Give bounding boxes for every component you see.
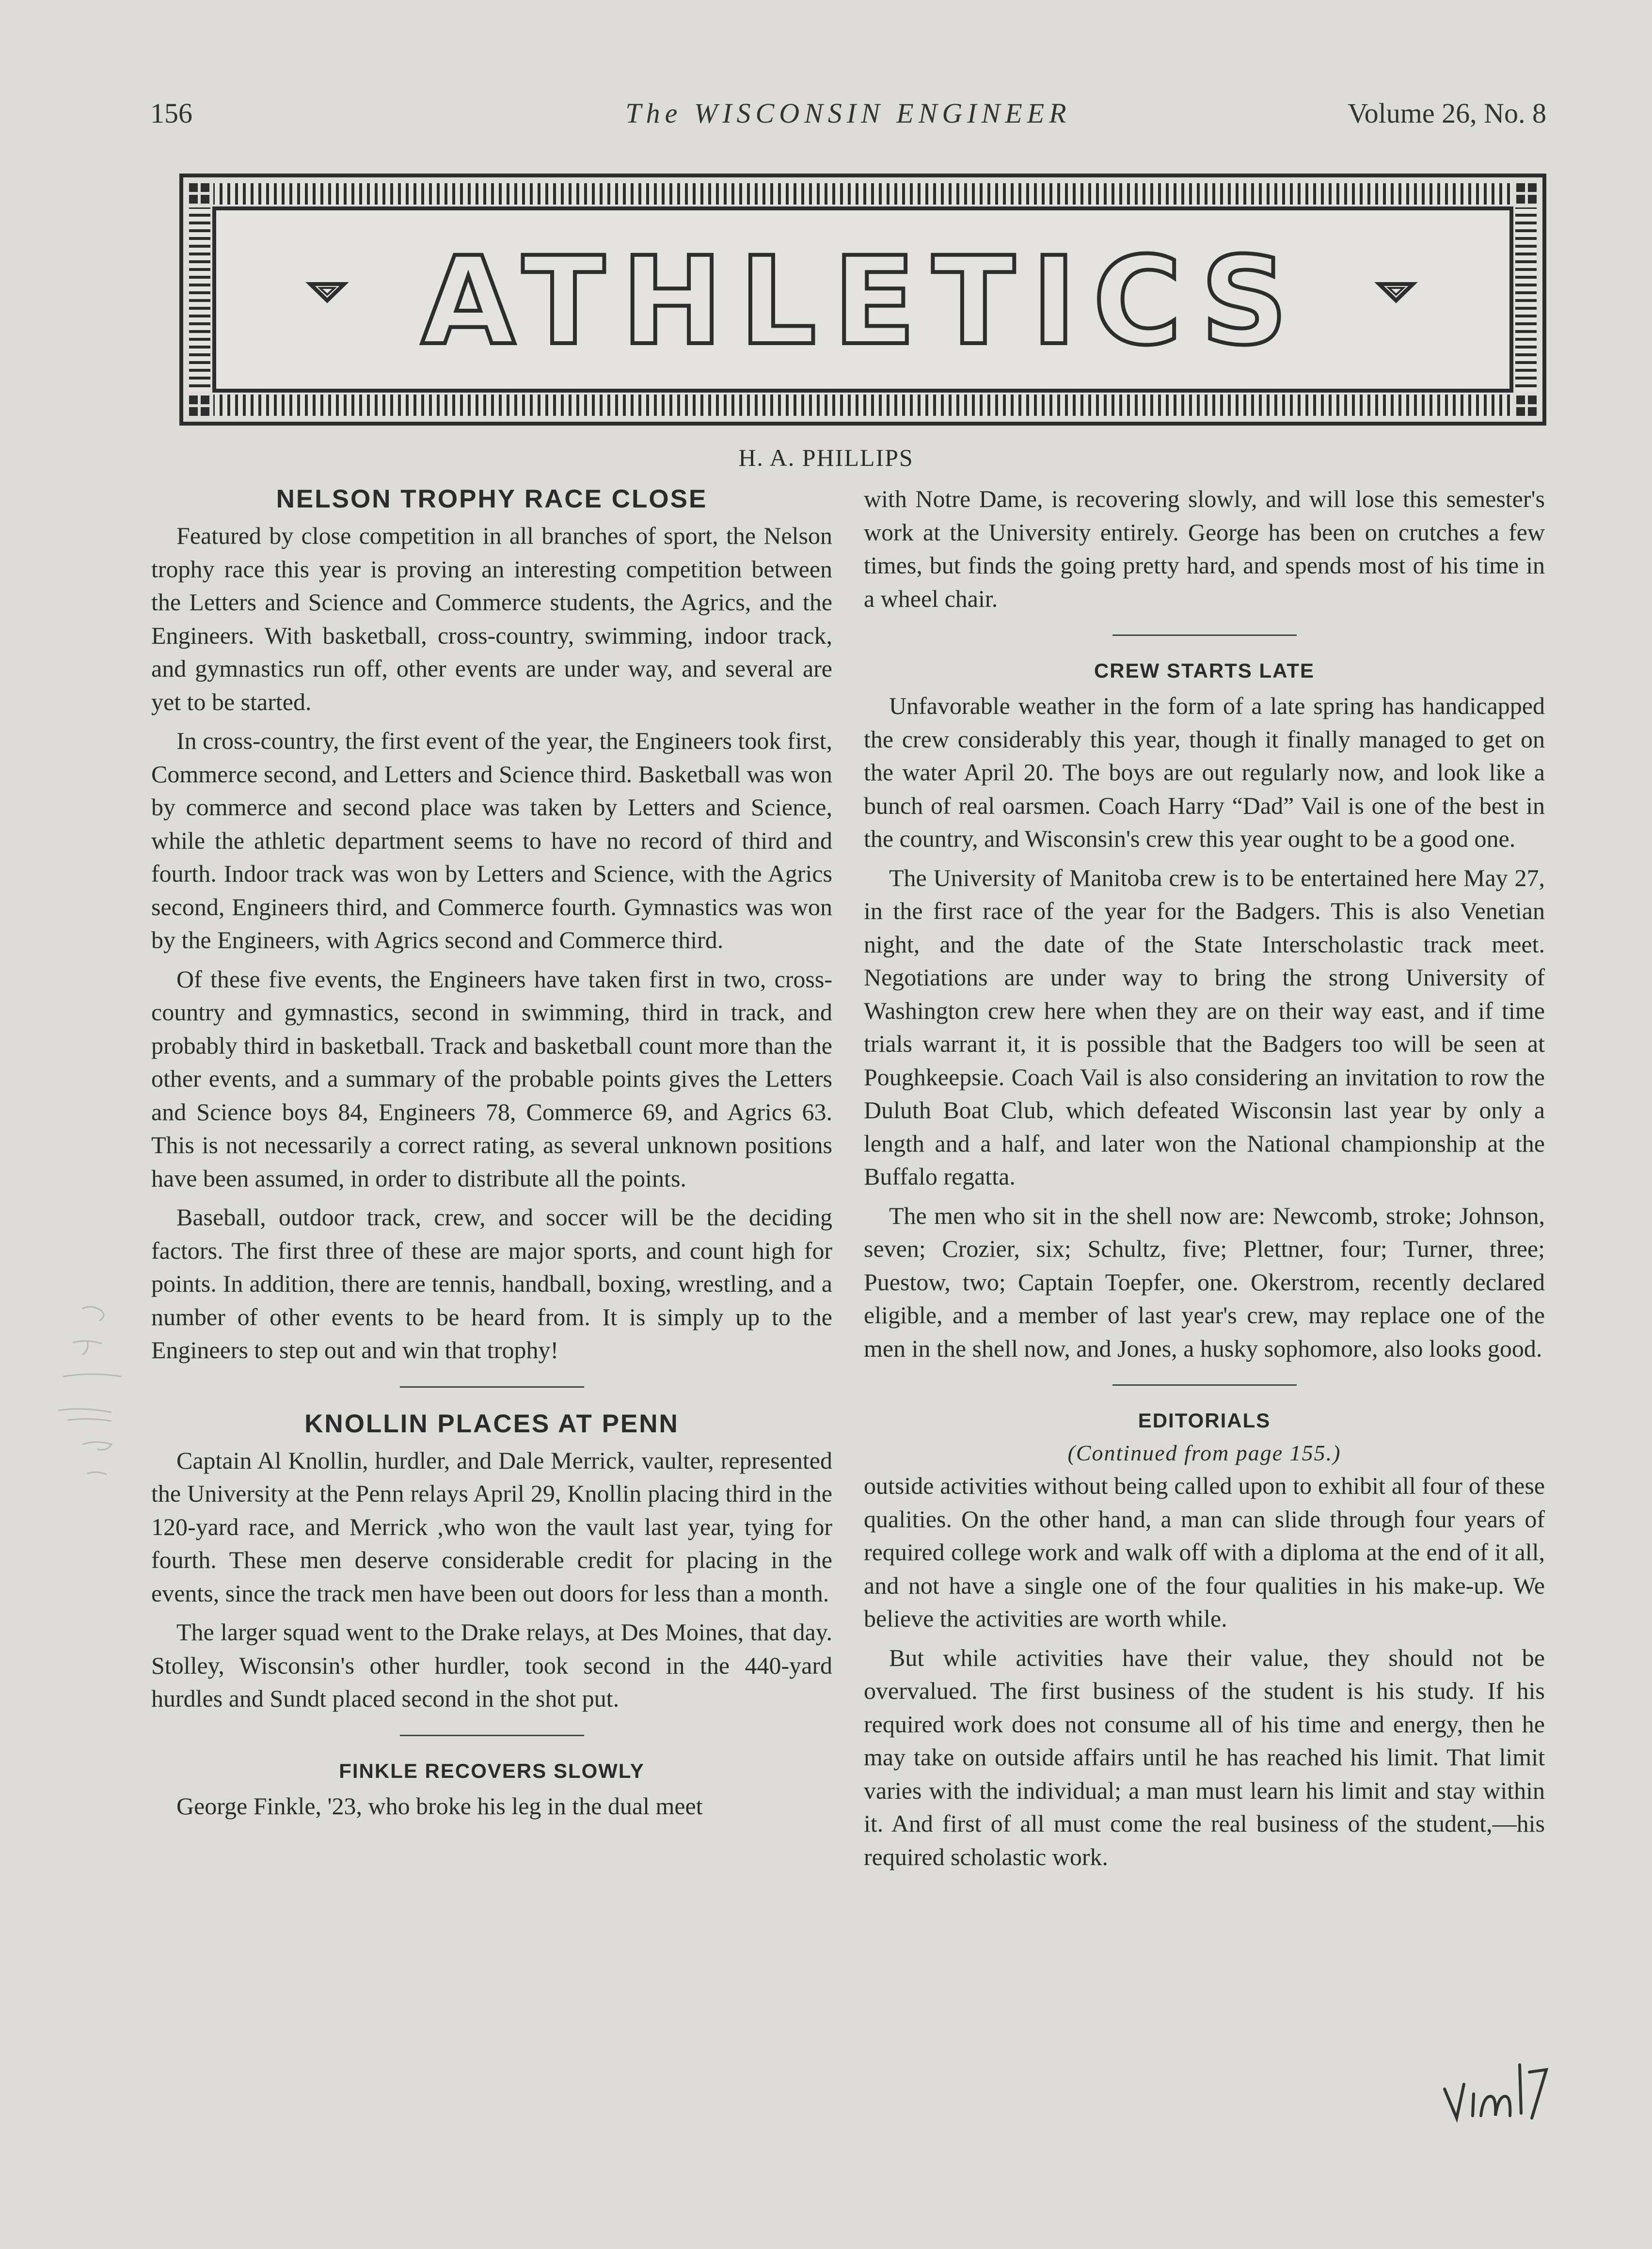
section-title: ATHLETICS (421, 231, 1304, 372)
paragraph: The University of Manitoba crew is to be entertained here May 27, in the first race of the year for the Badgers. This is also Venetian night, and the date of the State Interscholastic track meet. Negotiations are under way to bring the strong University of Washington crew here when they are on their way east, and if time trials warrant it, it is possible that the Badgers too will be seen at Poughkeepsie. Coach Vail is also considering an invitation to row the Duluth Boat Club, which defeated Wisconsin last year by only a length and a half, and later won the National championship at the Buffalo regatta. (864, 864, 1545, 1190)
article-title: EDITORIALS (1138, 1409, 1271, 1432)
handwritten-signature (1435, 2055, 1551, 2133)
paragraph: George Finkle, '23, who broke his leg in the dual meet (176, 1792, 703, 1820)
paragraph: Unfavorable weather in the form of a late spring has handicapped the crew considerably this year, though it finally managed to get on the water April 20. The boys are out regularly now, and look like a bunch of real oarsmen. Coach Harry “Dad” Vail is one of the best in the country, and Wisconsin's crew this year ought to be a good one. (864, 692, 1545, 852)
paragraph: with Notre Dame, is recovering slowly, and will lose this semester's work at the University entirely. George has been on crutches a few times, but finds the going pretty hard, and spends most of his time in a wheel chair. (864, 485, 1545, 612)
divider (1112, 634, 1297, 636)
paragraph: The men who sit in the shell now are: Newcomb, stroke; Johnson, seven; Crozier, six; Schultz, five; Plettner, four; Turner, three; Puestow, two; Captain Toepfer, one. Okerstrom, recently declared eligible, and a member of last year's crew, may replace one of the men in the shell now, and Jones, a husky sophomore, also looks good. (864, 1202, 1545, 1362)
article-title: KNOLLIN PLACES AT PENN (304, 1409, 679, 1438)
paragraph: Of these five events, the Engineers have taken first in two, cross-country and gymnastics, second in swimming, third in track, and probably third in basketball. Track and basketball count more than the other events, and a summary of the probable points gives the Letters and Science boys 84, Engineers 78, Commerce 69, and Agrics 63. This is not necessarily a correct rating, as several unknown positions have been assumed, in order to distribute all the points. (151, 965, 832, 1192)
page-number: 156 (150, 97, 192, 129)
paragraph: The larger squad went to the Drake relays, at Des Moines, that day. Stolley, Wisconsin's other hurdler, took second in the 440-yard hurdles and Sundt placed second in the shot put. (151, 1618, 832, 1712)
divider (1112, 1384, 1297, 1386)
volume-issue: Volume 26, No. 8 (1348, 97, 1546, 129)
paragraph: Baseball, outdoor track, crew, and soccer will be the deciding factors. The first three of these are major sports, and count high for points. In addition, there are tennis, handball, boxing, wrestling, and a number of other events to be heard from. It is simply up to the Engineers to step out and win that trophy! (151, 1204, 832, 1363)
divider (400, 1386, 584, 1388)
article-title: FINKLE RECOVERS SLOWLY (339, 1759, 645, 1782)
journal-title: The WISCONSIN ENGINEER (625, 97, 1071, 129)
paragraph: In cross-country, the first event of the year, the Engineers took first, Commerce second, and Letters and Science third. Basketball was won by commerce and second place was taken by Letters and Science, while the athletic department seems to have no record of third and fourth. Indoor track was won by Letters and Science, with the Agrics second, Engineers third, and Commerce fourth. Gymnastics was won by the Engineers, with Agrics second and Commerce third. (151, 727, 832, 953)
left-column (151, 482, 832, 1828)
divider (400, 1735, 584, 1736)
margin-pencil-marks (53, 1299, 145, 1503)
running-header (150, 97, 1546, 136)
athletics-banner (179, 174, 1546, 426)
right-column (864, 482, 1545, 1879)
paragraph: Featured by close competition in all branches of sport, the Nelson trophy race this year is proving an interesting competition between the Letters and Science and Commerce students, the Agrics, and the Engineers. With basketball, cross-country, swimming, indoor track, and gymnastics run off, other events are under way, and several are yet to be started. (151, 522, 832, 715)
paragraph: Captain Al Knollin, hurdler, and Dale Merrick, vaulter, represented the University at the Penn relays April 29, Knollin placing third in the 120-yard race, and Merrick ,who won the vault last year, tying for fourth. These men deserve considerable credit for placing in the events, since the track men have been out doors for less than a month. (151, 1446, 832, 1607)
paragraph: outside activities without being called upon to exhibit all four of these qualities. On the other hand, a man can slide through four years of required college work and walk off with a diploma at the end of it all, and not have a single one of the four qualities in his make-up. We believe the activities are worth while. (864, 1472, 1545, 1632)
continued-note: (Continued from page 155.) (1067, 1441, 1341, 1465)
article-title: CREW STARTS LATE (1094, 659, 1315, 682)
paragraph: But while activities have their value, they should not be overvalued. The first business of the student is his study. If his required work does not consume all of his time and energy, then he may take on outside affairs until he has reached his limit. That limit varies with the individual; a man must learn his limit and stay within it. And first of all must come the real business of the student,—his required scholastic work. (864, 1644, 1545, 1870)
article-title: NELSON TROPHY RACE CLOSE (276, 485, 708, 513)
author-byline: H. A. PHILLIPS (738, 444, 914, 471)
